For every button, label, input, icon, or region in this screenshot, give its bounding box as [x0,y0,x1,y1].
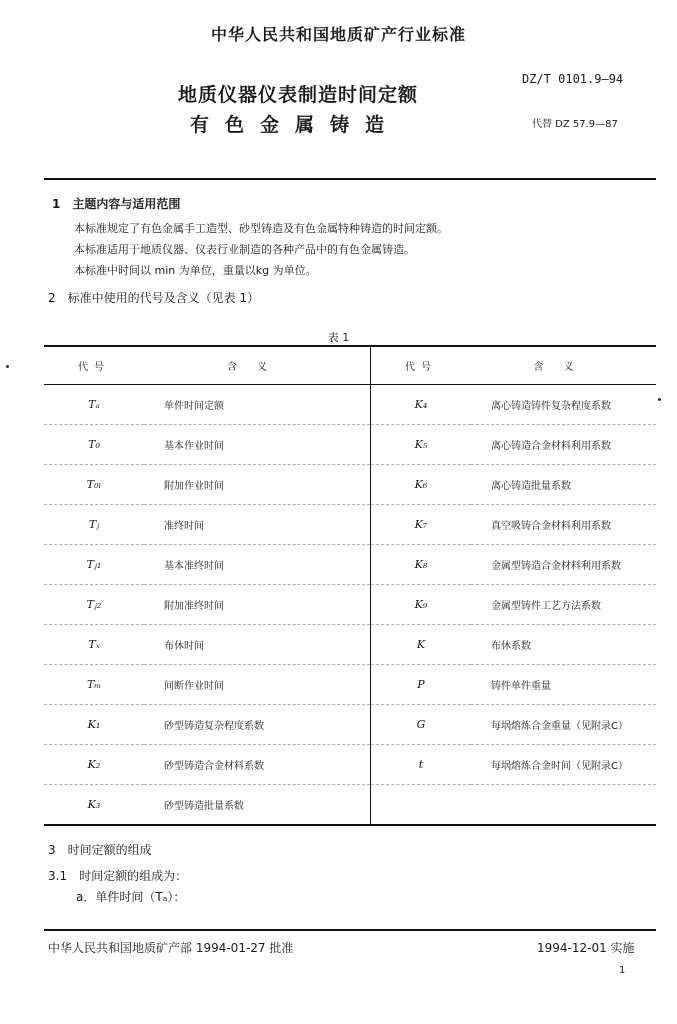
code-cell: K₄ [371,385,472,425]
section-2-heading: 2 标准中使用的代号及含义（见表 1） [48,291,260,305]
meaning-cell: 每埚熔炼合金重量（见附录C） [471,705,656,745]
column-header-meaning: 含义 [471,346,656,385]
table-row [44,745,656,785]
table-row [44,625,656,665]
meaning-cell: 附加准终时间 [144,585,371,625]
code-cell: P [371,665,472,705]
code-cell: T₀ₗ [44,465,144,505]
page-number: 1 [619,965,626,976]
table-row [44,545,656,585]
section-1-paragraph: 本标准适用于地质仪器、仪表行业制造的各种产品中的有色金属铸造。 [74,243,415,256]
code-cell: K₃ [87,798,101,811]
scan-speck [6,365,9,368]
section-3-1-item-a: a．单件时间（Tₐ）： [76,890,186,904]
code-cell: K₉ [371,585,472,625]
replaces-standard: 代替 DZ 57.9—87 [532,119,618,130]
table-header-row [44,346,656,385]
approval-statement: 中华人民共和国地质矿产部 1994-01-27 批准 [48,941,294,955]
code-cell: K₅ [371,425,472,465]
code-cell: Tⱼ₂ [44,585,144,625]
meaning-cell: 每埚熔炼合金时间（见附录C） [471,745,656,785]
code-cell: T₀ [44,425,144,465]
table-row [44,785,656,826]
meaning-cell [471,785,656,826]
code-cell: K₁ [44,705,144,745]
column-header-meaning: 含义 [144,346,371,385]
meaning-cell: 离心铸造铸件复杂程度系数 [471,385,656,425]
section-1-heading: 1 主题内容与适用范围 [52,197,181,211]
document-subtitle: 有色金属铸造 [190,114,401,136]
section-1-paragraph: 本标准中时间以 min 为单位，重量以kg 为单位。 [74,264,317,277]
meaning-cell: 铸件单件重量 [471,665,656,705]
meaning-cell: 单件时间定额 [144,385,371,425]
code-cell: Tₓ [44,625,144,665]
code-cell: Tⱼ₁ [44,545,144,585]
meaning-cell: 离心铸造批量系数 [471,465,656,505]
issuing-authority: 中华人民共和国地质矿产行业标准 [210,25,466,44]
code-cell: Tⱼ [44,505,144,545]
code-cell: K₆ [371,465,472,505]
column-header-code: 代号 [371,346,472,385]
meaning-cell: 金属型铸造合金材料利用系数 [471,545,656,585]
meaning-cell: 间断作业时间 [144,665,371,705]
code-cell: Tₐ [44,385,144,425]
meaning-cell: 准终时间 [144,505,371,545]
scan-speck [658,398,661,401]
meaning-cell: 基本作业时间 [144,425,371,465]
code-cell: t [371,745,472,785]
code-cell: K₈ [371,545,472,585]
standard-code: DZ/T 0101.9—94 [522,72,624,86]
meaning-cell: 附加作业时间 [144,465,371,505]
table-title: 表 1 [327,331,350,344]
meaning-cell: 金属型铸件工艺方法系数 [471,585,656,625]
column-header-code: 代号 [44,346,144,385]
meaning-cell: 离心铸造合金材料利用系数 [471,425,656,465]
meaning-cell: 砂型铸造批量系数 [144,785,371,826]
meaning-cell: 真空吸铸合金材料利用系数 [471,505,656,545]
meaning-cell: 砂型铸造复杂程度系数 [144,705,371,745]
implementation-date: 1994-12-01 实施 [537,941,635,955]
section-1-paragraph: 本标准规定了有色金属手工造型、砂型铸造及有色金属特种铸造的时间定额。 [74,222,448,235]
table-row [44,705,656,745]
meaning-cell: 基本准终时间 [144,545,371,585]
table-row [44,385,656,425]
code-cell: Tₘ [44,665,144,705]
meaning-cell: 砂型铸造合金材料系数 [144,745,371,785]
table-row [44,465,656,505]
section-3-heading: 3 时间定额的组成 [48,843,152,857]
meaning-cell: 布休时间 [144,625,371,665]
header-rule [44,178,656,180]
table-row [44,585,656,625]
code-cell: K₂ [44,745,144,785]
footer-rule [44,929,656,931]
meaning-cell: 布休系数 [471,625,656,665]
table-row [44,425,656,465]
code-cell: G [371,705,472,745]
symbol-table [44,345,656,826]
table-row [44,665,656,705]
document-title: 地质仪器仪表制造时间定额 [178,84,419,106]
code-cell: K [371,625,472,665]
code-cell: K₇ [371,505,472,545]
section-3-1-heading: 3.1 时间定额的组成为： [48,869,188,883]
table-row [44,505,656,545]
code-cell [371,785,472,826]
